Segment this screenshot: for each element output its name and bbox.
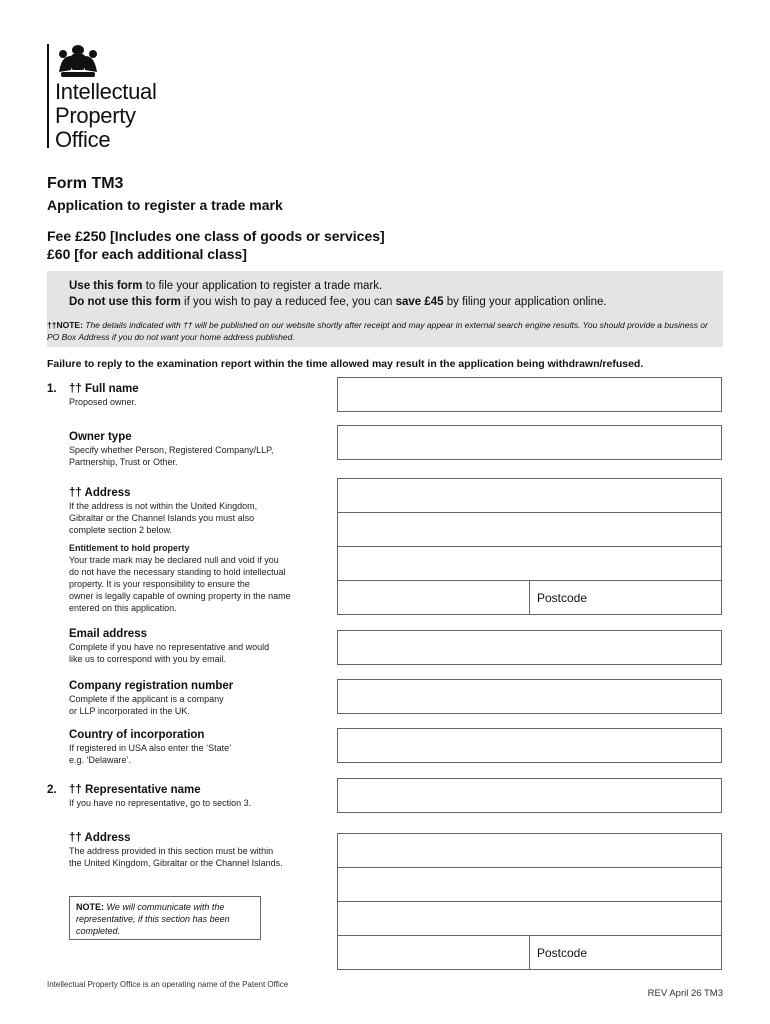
owner-address-line-2[interactable] — [338, 513, 721, 547]
owner-address-line-3[interactable] — [338, 547, 721, 581]
owner-postcode-label[interactable]: Postcode — [537, 591, 588, 605]
form-subtitle: Application to register a trade mark — [47, 197, 283, 213]
postcode-divider — [529, 936, 530, 970]
rep-address-line-2[interactable] — [338, 868, 721, 902]
rep-address-label: †† Address — [69, 832, 131, 844]
rep-address-help: The address provided in this section must be within the United Kingdom, Gibraltar or the Channel Islands. — [69, 846, 283, 868]
info-line-1: Use this form to file your application to register a trade mark. — [69, 280, 383, 292]
rep-name-input[interactable] — [337, 778, 722, 813]
email-help: Complete if you have no representative and would like us to correspond with you by email. — [69, 642, 270, 664]
logo-line: Office — [55, 127, 111, 152]
rep-address-line-3[interactable] — [338, 902, 721, 936]
rep-address-line-4[interactable] — [338, 936, 721, 970]
section-1-number: 1. — [47, 383, 57, 395]
owner-address-help: If the address is not within the United Kingdom, Gibraltar or the Channel Islands you must also complete section 2 below. — [69, 501, 258, 535]
rep-postcode-label[interactable]: Postcode — [537, 946, 588, 960]
rep-name-help: If you have no representative, go to section 3. — [69, 798, 252, 808]
footer-note: Intellectual Property Office is an operating name of the Patent Office — [47, 980, 289, 989]
postcode-divider — [529, 581, 530, 615]
full-name-input[interactable] — [337, 377, 722, 412]
logo-wordmark — [55, 80, 157, 152]
owner-type-help: Specify whether Person, Registered Company/LLP, Partnership, Trust or Other. — [69, 445, 274, 467]
owner-address-line-4[interactable] — [338, 581, 721, 615]
fee-line-1: Fee £250 [Includes one class of goods or services] — [47, 228, 385, 244]
company-reg-input[interactable] — [337, 679, 722, 714]
failure-notice: Failure to reply to the examination report within the time allowed may result in the application being withdrawn/refused. — [47, 358, 644, 370]
full-name-help: Proposed owner. — [69, 397, 137, 407]
country-input[interactable] — [337, 728, 722, 763]
section-2-number: 2. — [47, 784, 57, 796]
rep-name-label: †† Representative name — [69, 784, 201, 796]
owner-address-label: †† Address — [69, 487, 131, 499]
entitlement-help: Your trade mark may be declared null and void if you do not have the necessary standing to hold intellectual property. It is your responsibility to ensure the owner is legally capable of owning property in the name entered on this application. — [69, 555, 291, 613]
owner-type-label: Owner type — [69, 431, 132, 443]
entitlement-title: Entitlement to hold property — [69, 543, 190, 553]
email-label: Email address — [69, 628, 147, 640]
country-label: Country of incorporation — [69, 729, 205, 741]
owner-address-line-1[interactable] — [338, 479, 721, 513]
info-line-2: Do not use this form if you wish to pay a reduced fee, you can save £45 by filing your application online. — [69, 296, 607, 308]
company-reg-help: Complete if the applicant is a company or LLP incorporated in the UK. — [69, 694, 224, 716]
full-name-label: †† Full name — [69, 383, 139, 395]
rep-note-box: NOTE: We will communicate with the representative, if this section has been completed. — [69, 896, 261, 940]
form-revision: REV April 26 TM3 — [647, 988, 723, 999]
country-help: If registered in USA also enter the ‘State’ e.g. ‘Delaware’. — [69, 743, 232, 765]
fee-line-2: £60 [for each additional class] — [47, 246, 247, 262]
rep-address-block — [337, 833, 722, 970]
logo-line: Property — [55, 103, 136, 128]
logo-line: Intellectual — [55, 79, 157, 104]
publication-note: ††NOTE: The details indicated with †† will be published on our website shortly after receipt and may appear in external search engine results. You should provide a business or PO Box Address if you do not want your home address published. — [47, 320, 708, 342]
royal-coat-of-arms-icon — [55, 42, 101, 80]
company-reg-label: Company registration number — [69, 680, 234, 692]
form-title: Form TM3 — [47, 175, 124, 192]
owner-address-block — [337, 478, 722, 615]
rep-address-line-1[interactable] — [338, 834, 721, 868]
email-input[interactable] — [337, 630, 722, 665]
logo-divider — [47, 44, 49, 148]
owner-type-input[interactable] — [337, 425, 722, 460]
